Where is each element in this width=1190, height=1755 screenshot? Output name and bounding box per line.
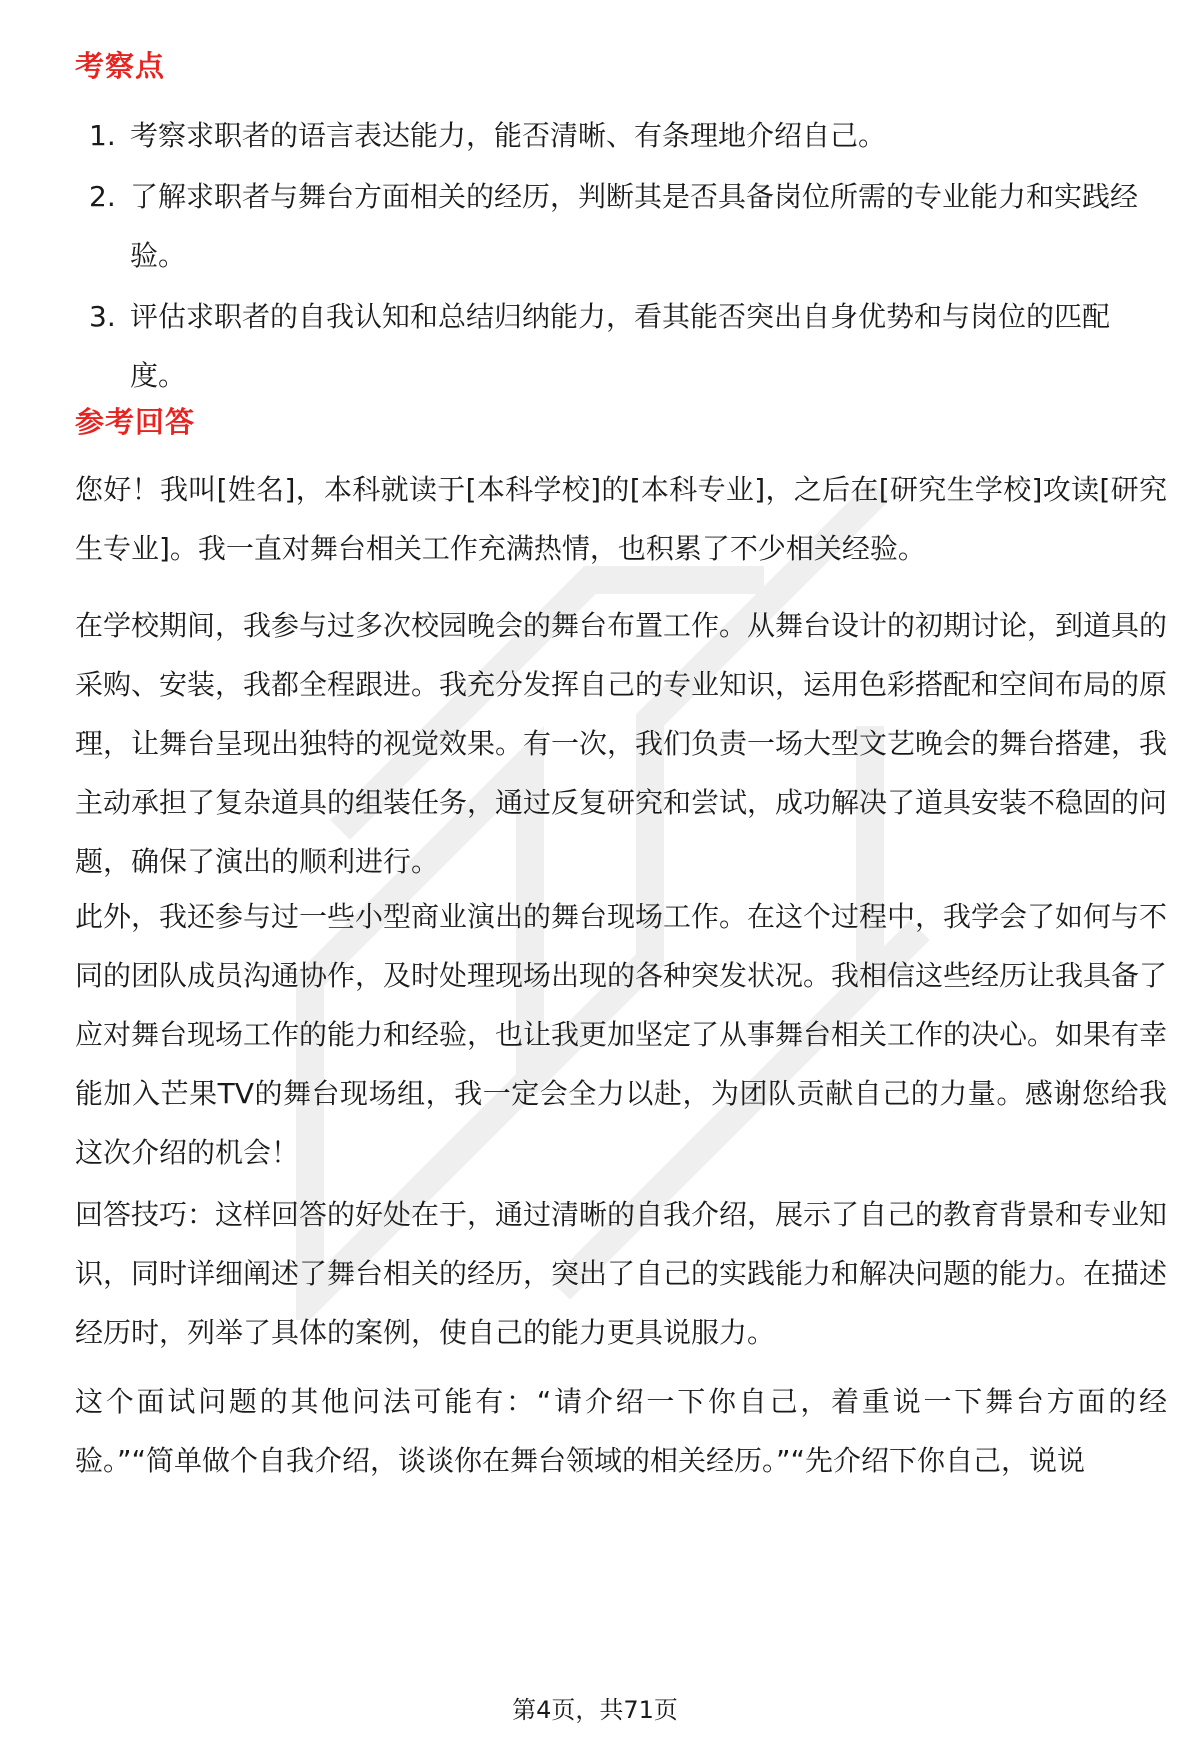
page-number: 第4页，共71页 — [512, 1696, 678, 1724]
list-item — [75, 287, 1165, 405]
tips-paragraph: 回答技巧：这样回答的好处在于，通过清晰的自我介绍，展示了自己的教育背景和专业知识，同时详细阐述了舞台相关的经历，突出了自己的实践能力和解决问题的能力。在描述经历时，列举了具体的案例，使自己的能力更具说服力。 — [75, 1198, 1168, 1349]
points-list — [75, 106, 1165, 407]
points-heading: 考察点 — [75, 49, 166, 83]
list-item — [75, 106, 1165, 165]
list-text: 评估求职者的自我认知和总结归纳能力，看其能否突出自身优势和与岗位的匹配度。 — [130, 300, 1111, 392]
answer-heading: 参考回答 — [75, 405, 196, 439]
answer-paragraph: 您好！我叫[姓名]，本科就读于[本科学校]的[本科专业]，之后在[研究生学校]攻读[研究生专业]。我一直对舞台相关工作充满热情，也积累了不少相关经验。 — [75, 473, 1167, 565]
list-number: 1. — [89, 119, 116, 152]
answer-paragraph: 在学校期间，我参与过多次校园晚会的舞台布置工作。从舞台设计的初期讨论，到道具的采购、安装，我都全程跟进。我充分发挥自己的专业知识，运用色彩搭配和空间布局的原理，让舞台呈现出独特的视觉效果。有一次，我们负责一场大型文艺晚会的舞台搭建，我主动承担了复杂道具的组装任务，通过反复研究和尝试，成功解决了道具安装不稳固的问题，确保了演出的顺利进行。 — [75, 609, 1168, 878]
answer-paragraph: 此外，我还参与过一些小型商业演出的舞台现场工作。在这个过程中，我学会了如何与不同的团队成员沟通协作，及时处理现场出现的各种突发状况。我相信这些经历让我具备了应对舞台现场工作的能力和经验，也让我更加坚定了从事舞台相关工作的决心。如果有幸能加入芒果TV的舞台现场组，我一定会全力以赴，为团队贡献自己的力量。感谢您给我这次介绍的机会！ — [75, 900, 1168, 1169]
list-text: 了解求职者与舞台方面相关的经历，判断其是否具备岗位所需的专业能力和实践经验。 — [130, 180, 1139, 272]
list-item — [75, 167, 1165, 285]
list-text: 考察求职者的语言表达能力，能否清晰、有条理地介绍自己。 — [130, 119, 887, 152]
list-number: 3. — [89, 300, 116, 333]
list-number: 2. — [89, 180, 116, 213]
alt-questions-paragraph: 这个面试问题的其他问法可能有：“请介绍一下你自己，着重说一下舞台方面的经验。”“简单做个自我介绍，谈谈你在舞台领域的相关经历。”“先介绍下你自己，说说 — [75, 1385, 1167, 1477]
